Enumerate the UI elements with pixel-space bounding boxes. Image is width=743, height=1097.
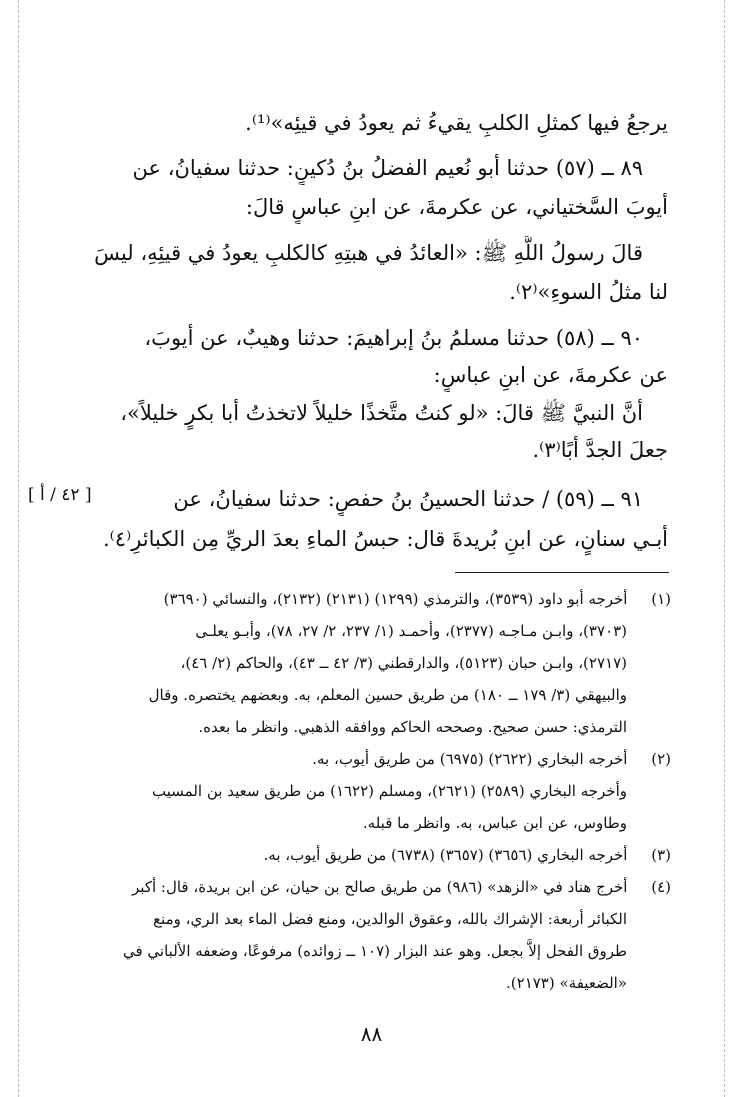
main-line-1: يرجعُ فيها كمثلِ الكلبِ يقيءُ ثم يعودُ في قيئِه»⁽¹⁾. (245, 111, 668, 135)
footnote-2-number: (٢) (651, 750, 671, 768)
footnote-separator (455, 572, 669, 573)
hadith-91-line-1: ٩١ ــ (٥٩) / حدثنا الحسينُ بنُ حفصٍ: حدثنا سفيانُ، عن (173, 487, 643, 511)
hadith-89-line-2: أيوبَ السَّختياني، عن عكرمةَ، عن ابنِ عباسٍ قالَ: (245, 195, 668, 219)
footnote-1-number: (١) (651, 590, 671, 608)
footnote-2-line-1 (62, 747, 671, 771)
footnote-4-text: أخرج هناد في «الزهد» (٩٨٦) من طريق صالح بن حيان، عن ابن بريدة، قال: أكبر (132, 878, 628, 896)
footnote-1-line-3: (٢٧١٧)، وابـن حبان (٥١٢٣)، والدارقطني (٣/ ٤٢ ــ ٤٣)، والحاكم (٢/ ٤٦)، (180, 654, 627, 672)
footnote-1-line-4: والبيهقي (٣/ ١٧٩ ــ ١٨٠) من طريق حسين المعلم، به. وبعضهم يختصره. وقال (148, 686, 627, 704)
footnote-4-number: (٤) (651, 878, 671, 896)
hadith-90-line-3: أنَّ النبيَّ ﷺ قالَ: «لو كنتُ متَّخذًا خليلاً لاتخذتُ أبا بكرٍ خليلاً»، (120, 401, 643, 425)
footnote-4-line-4: «الضعيفة» (٢١٧٣). (506, 974, 627, 992)
hadith-91-line-2: أبـي سنانٍ، عن ابنِ بُريدةَ قال: حبسُ الماءِ بعدَ الريِّ مِن الكبائرِ⁽٤⁾. (102, 527, 668, 551)
hadith-89-line-3: قالَ رسولُ اللَّهِ ﷺ: «العائدُ في هبتِهِ كالكلبِ يعودُ في قيئِهِ، ليسَ (94, 241, 643, 265)
footnote-1-line-5: الترمذي: حسن صحيح. وصححه الحاكم ووافقه الذهبي. وانظر ما بعده. (198, 718, 627, 736)
hadith-90-line-4: جعلَ الجدَّ أبًا⁽٣⁾. (532, 438, 668, 462)
hadith-89-line-1: ٨٩ ــ (٥٧) حدثنا أبو نُعيم الفضلُ بنُ دُكينٍ: حدثنا سفيانُ، عن (132, 156, 643, 180)
manuscript-folio-ref: [ ٤٢ / أ ] (28, 485, 92, 505)
hadith-89-line-4: لنا مثلُ السوءِ»⁽٢⁾. (509, 280, 668, 304)
footnote-1-text: أخرجه أبو داود (٣٥٣٩)، والترمذي (١٢٩٩) (٢١٣١) (٢١٣٢)، والنسائي (٣٦٩٠) (163, 590, 628, 608)
footnote-4-line-1 (62, 875, 671, 899)
page-number: ٨٨ (360, 1022, 383, 1046)
hadith-90-line-1: ٩٠ ــ (٥٨) حدثنا مسلمُ بنُ إبراهيمَ: حدثنا وهيبٌ، عن أيوبَ، (144, 326, 643, 350)
footnote-4-line-2: الكبائر أربعة: الإشراك بالله، وعقوق الوالدين، ومنع فضل الماء بعد الري، ومنع (153, 910, 627, 928)
footnote-3-number: (٣) (651, 846, 671, 864)
footnote-2-line-3: وطاوس، عن ابن عباس، به. وانظر ما قبله. (362, 814, 627, 832)
hadith-90-line-2: عن عكرمةَ، عن ابنِ عباسٍ: (433, 363, 668, 387)
footnote-1-line-1 (62, 587, 671, 611)
footnote-2-text: أخرجه البخاري (٢٦٢٢) (٦٩٧٥) من طريق أيوب، به. (312, 750, 628, 768)
page-edge-left (18, 0, 19, 1097)
footnote-1-line-2: (٣٧٠٣)، وابـن مـاجـه (٢٣٧٧)، وأحمـد (١/ ٢٣٧، ٢/ ٢٧، ٧٨)، وأبـو يعلـى (195, 622, 627, 640)
footnote-3-text: أخرجه البخاري (٣٦٥٦) (٣٦٥٧) (٦٧٣٨) من طريق أيوب، به. (263, 846, 628, 864)
footnote-3-line-1 (62, 843, 671, 867)
footnote-4-line-3: طروق الفحل إلاَّ بجعل. وهو عند البزار (١٠٧ ــ زوائده) مرفوعًا، وضعفه الألباني في (122, 942, 627, 960)
footnote-2-line-2: وأخرجه البخاري (٢٥٨٩) (٢٦٢١)، ومسلم (١٦٢٢) من طريق سعيد بن المسيب (152, 782, 627, 800)
page-edge-right (724, 0, 725, 1097)
